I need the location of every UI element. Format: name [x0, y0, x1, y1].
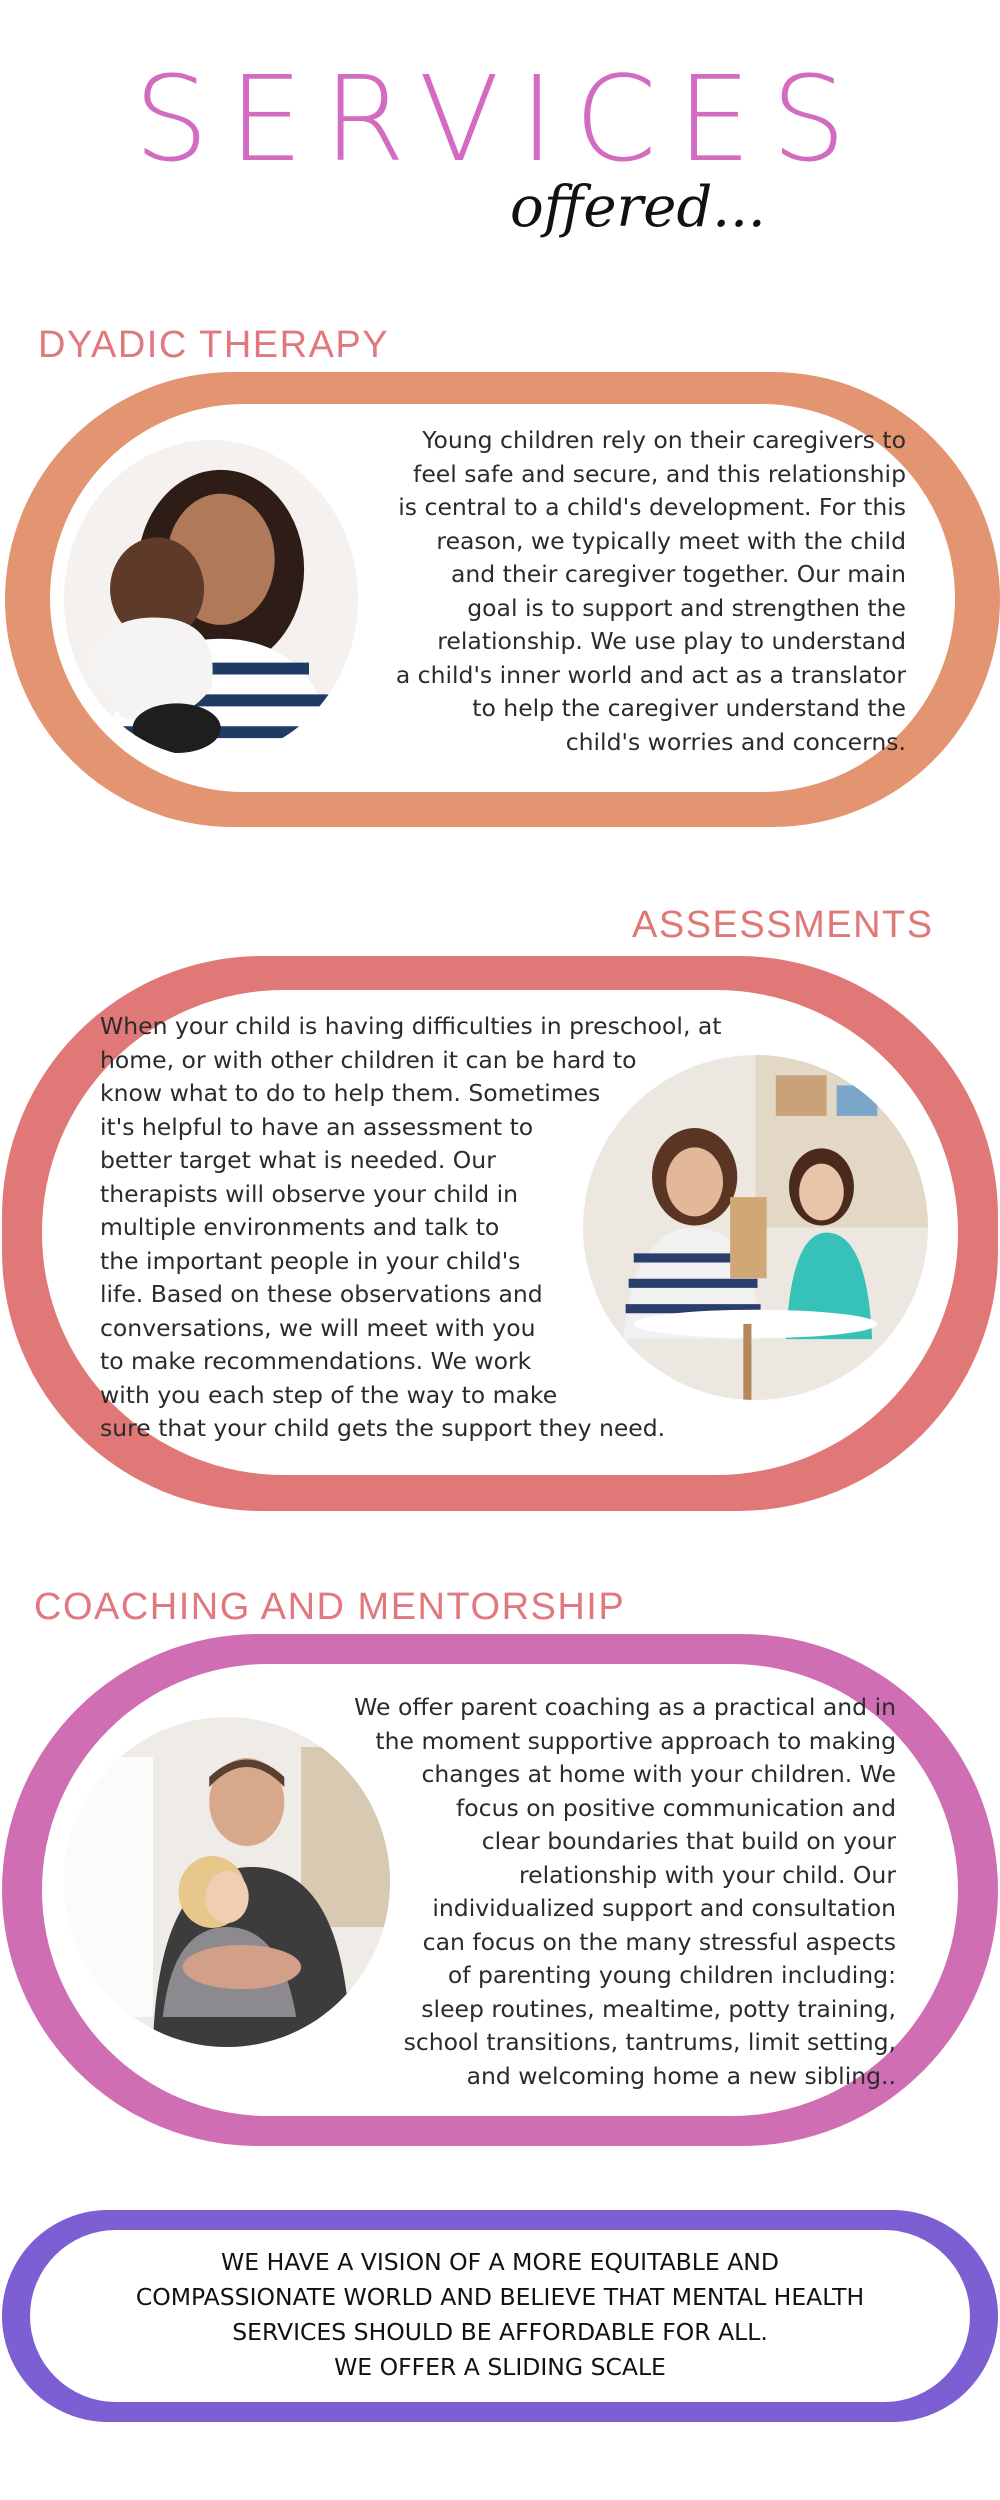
vision-line-2: COMPASSIONATE WORLD AND BELIEVE THAT MENTAL HEALTH — [135, 2283, 865, 2311]
vision-line-3: SERVICES SHOULD BE AFFORDABLE FOR ALL. — [232, 2318, 768, 2346]
section-heading-coaching-and-mentorship: COACHING AND MENTORSHIP — [34, 1586, 626, 1628]
vision-line-4: WE OFFER A SLIDING SCALE — [334, 2353, 666, 2381]
mother-and-baby-photo — [64, 440, 358, 758]
coaching-description: We offer parent coaching as a practical and in the moment supportive approach to making changes at home with your children. We focus on positive communication and clear boundaries that build on your relationship with your child. Our individualized support and consultation can focus on the many stressful aspects of parenting young children including: sleep routines, mealtime, potty training, school transitions, tantrums, limit setting, and welcoming home a new sibling.. — [354, 1693, 896, 2090]
page-subtitle: offered... — [510, 175, 766, 240]
assessments-description: When your child is having difficulties in preschool, at home, or with other children it can be hard to know what to do to help them. Sometimes it's helpful to have an assessment to better target what is needed. Our therapists will observe your child in multiple environments and talk to the important people in your child's life. Based on these observations and conversations, we will meet with you to make recommendations. We work with you each step of the way to make sure that your child gets the support they need. — [100, 1012, 722, 1442]
vision-line-1: WE HAVE A VISION OF A MORE EQUITABLE AND — [221, 2248, 779, 2276]
section-heading-assessments: ASSESSMENTS — [632, 904, 934, 946]
dyadic-therapy-description: Young children rely on their caregivers to feel safe and secure, and this relationship is central to a child's development. For this reason, we typically meet with the child and their caregiver together. Our main goal is to support and strengthen the relationship. We use play to understand a child's inner world and act as a translator to help the caregiver understand the child's worries and concerns. — [395, 426, 906, 756]
page-title: SERVICES — [133, 50, 867, 188]
section-heading-dyadic-therapy: DYADIC THERAPY — [38, 324, 390, 366]
